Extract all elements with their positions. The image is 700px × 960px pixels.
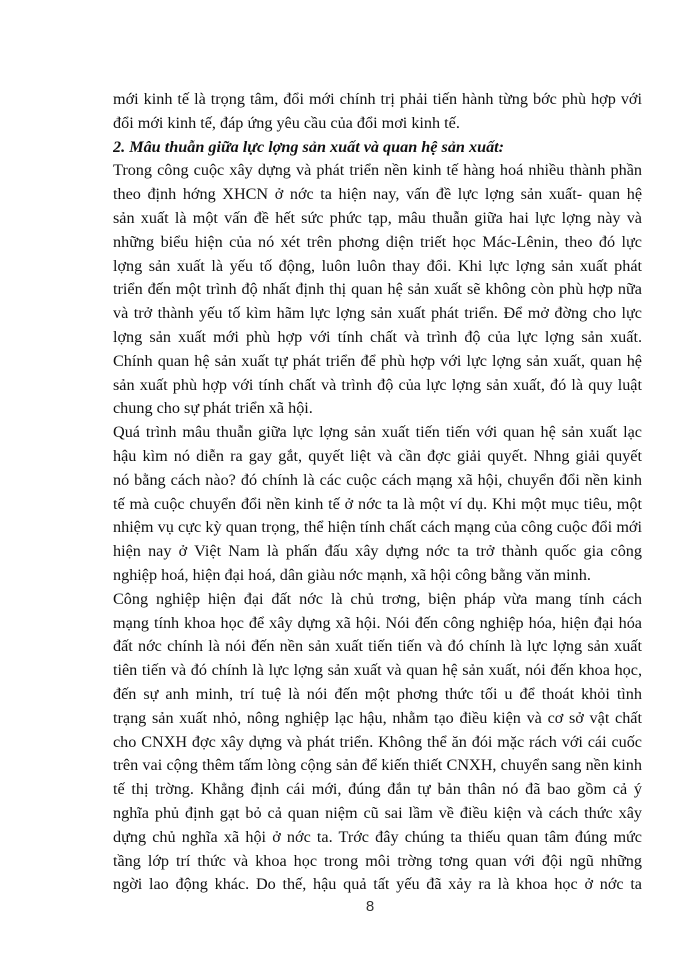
- text-line: mới kinh tế là trọng tâm, đổi mới chính trị phải tiến hành từng bớc phù hợp với: [113, 90, 642, 108]
- text-line: Công nghiệp hiện đại đất nớc là chủ trơng, biện pháp vừa mang tính cách: [113, 589, 642, 608]
- page-number: 8: [365, 898, 375, 915]
- text-line: sản xuất là một vấn đề hết sức phức tạp, mâu thuẫn giữa hai lực lợng này và: [113, 208, 642, 227]
- text-line: nghiệp hoá, hiện đại hoá, dân giàu nớc mạnh, xã hội công bằng văn minh.: [113, 565, 591, 584]
- body-text: [113, 88, 642, 897]
- text-line: đất nớc chính là nói đến nền sản xuất tiến tiến và đó chính là lực lợng sản xuất: [113, 637, 642, 656]
- text-line: nhiệm vụ cực kỳ quan trọng, thể hiện tính chất cách mạng của công cuộc đổi mới: [113, 518, 642, 537]
- text-line: triển đến một trình độ nhất định thị quan hệ sản xuất sẽ không còn phù hợp nữa: [113, 280, 642, 299]
- text-line: lợng sản xuất là yếu tố động, luôn luôn thay đổi. Khi lực lợng sản xuất phát: [113, 256, 642, 275]
- text-line: Quá trình mâu thuẫn giữa lực lợng sản xuất tiến tiến với quan hệ sản xuất lạc: [113, 423, 642, 442]
- text-line: Chính quan hệ sản xuất tự phát triển để phù hợp với lực lợng sản xuất, quan hệ: [113, 351, 642, 370]
- text-line: tiên tiến và đó chính là lực lợng sản xuất và quan hệ sản xuất, nói đến khoa học,: [113, 661, 642, 680]
- text-line: hậu kìm nó diễn ra gay gắt, quyết liệt và cần đợc giải quyết. Nhng giải quyết: [113, 446, 642, 465]
- text-line: sản xuất phù hợp với tính chất và trình độ của lực lợng sản xuất, đó là quy luật: [113, 375, 642, 394]
- text-line: mạng tính khoa học để xây dựng xã hội. Nói đến công nghiệp hóa, hiện đại hóa: [113, 613, 642, 632]
- section-heading-text: 2. Mâu thuẫn giữa lực lợng sản xuất và quan hệ sản xuất:: [113, 137, 505, 156]
- text-line: nó bằng cách nào? đó chính là các cuộc cách mạng xã hội, chuyển đổi nền kinh: [113, 470, 642, 489]
- text-line: đổi mới kinh tế, đáp ứng yêu cầu của đổi mơi kinh tế.: [113, 113, 460, 132]
- text-line: tế thị trờng. Khẳng định cái mới, đúng đắn tự bản thân nó đã bao gồm cả ý: [113, 780, 642, 799]
- text-line: chung cho sự phát triển xã hội.: [113, 399, 313, 418]
- text-line: hiện nay ở Việt Nam là phấn đấu xây dựng nớc ta trở thành quốc gia công: [113, 542, 642, 561]
- text-line: trên vai cộng thêm tấm lòng cộng sản để kiến thiết CNXH, chuyển sang nền kinh: [113, 756, 642, 775]
- text-line: tầng lớp trí thức và khoa học trong môi trờng tơng quan với đội ngũ những: [113, 851, 642, 870]
- text-line: ngời lao động khác. Do thế, hậu quả tất yếu đã xảy ra là khoa học ở nớc ta: [113, 875, 642, 894]
- text-line: lợng sản xuất mới phù hợp với tính chất và trình độ của lực lợng sản xuất.: [113, 327, 642, 346]
- text-line: tế mà cuộc chuyển đổi nền kinh tế ở nớc ta là một ví dụ. Khi một mục tiêu, một: [113, 494, 642, 513]
- text-line: và trở thành yếu tố kìm hãm lực lợng sản xuất phát triển. Để mở đờng cho lực: [113, 304, 642, 323]
- text-line: dựng chủ nghĩa xã hội ở nớc ta. Trớc đây chúng ta thiếu quan tâm đúng mức: [113, 827, 642, 846]
- text-line: đến sự anh minh, trí tuệ là nói đến một phơng thức tối u để thoát khỏi tình: [113, 684, 642, 703]
- text-line: Trong công cuộc xây dựng và phát triển nền kinh tế hàng hoá nhiều thành phần: [113, 161, 642, 180]
- text-line: theo định hớng XHCN ở nớc ta hiện nay, vấn đề lực lợng sản xuất- quan hệ: [113, 185, 642, 204]
- section-heading: [113, 136, 642, 160]
- text-line: cho CNXH đợc xây dựng và phát triển. Không thể ăn đói mặc rách với cái cuốc: [113, 732, 642, 751]
- text-line: những biểu hiện của nó xét trên phơng diện triết học Mác-Lênin, theo đó lực: [113, 232, 642, 251]
- text-line: trạng sản xuất nhỏ, nông nghiệp lạc hậu, nhằm tạo điều kiện và cơ sở vật chất: [113, 708, 642, 727]
- text-line: nghĩa phủ định gạt bỏ cả quan niệm cũ sai lầm về điều kiện và cách thức xây: [113, 803, 642, 822]
